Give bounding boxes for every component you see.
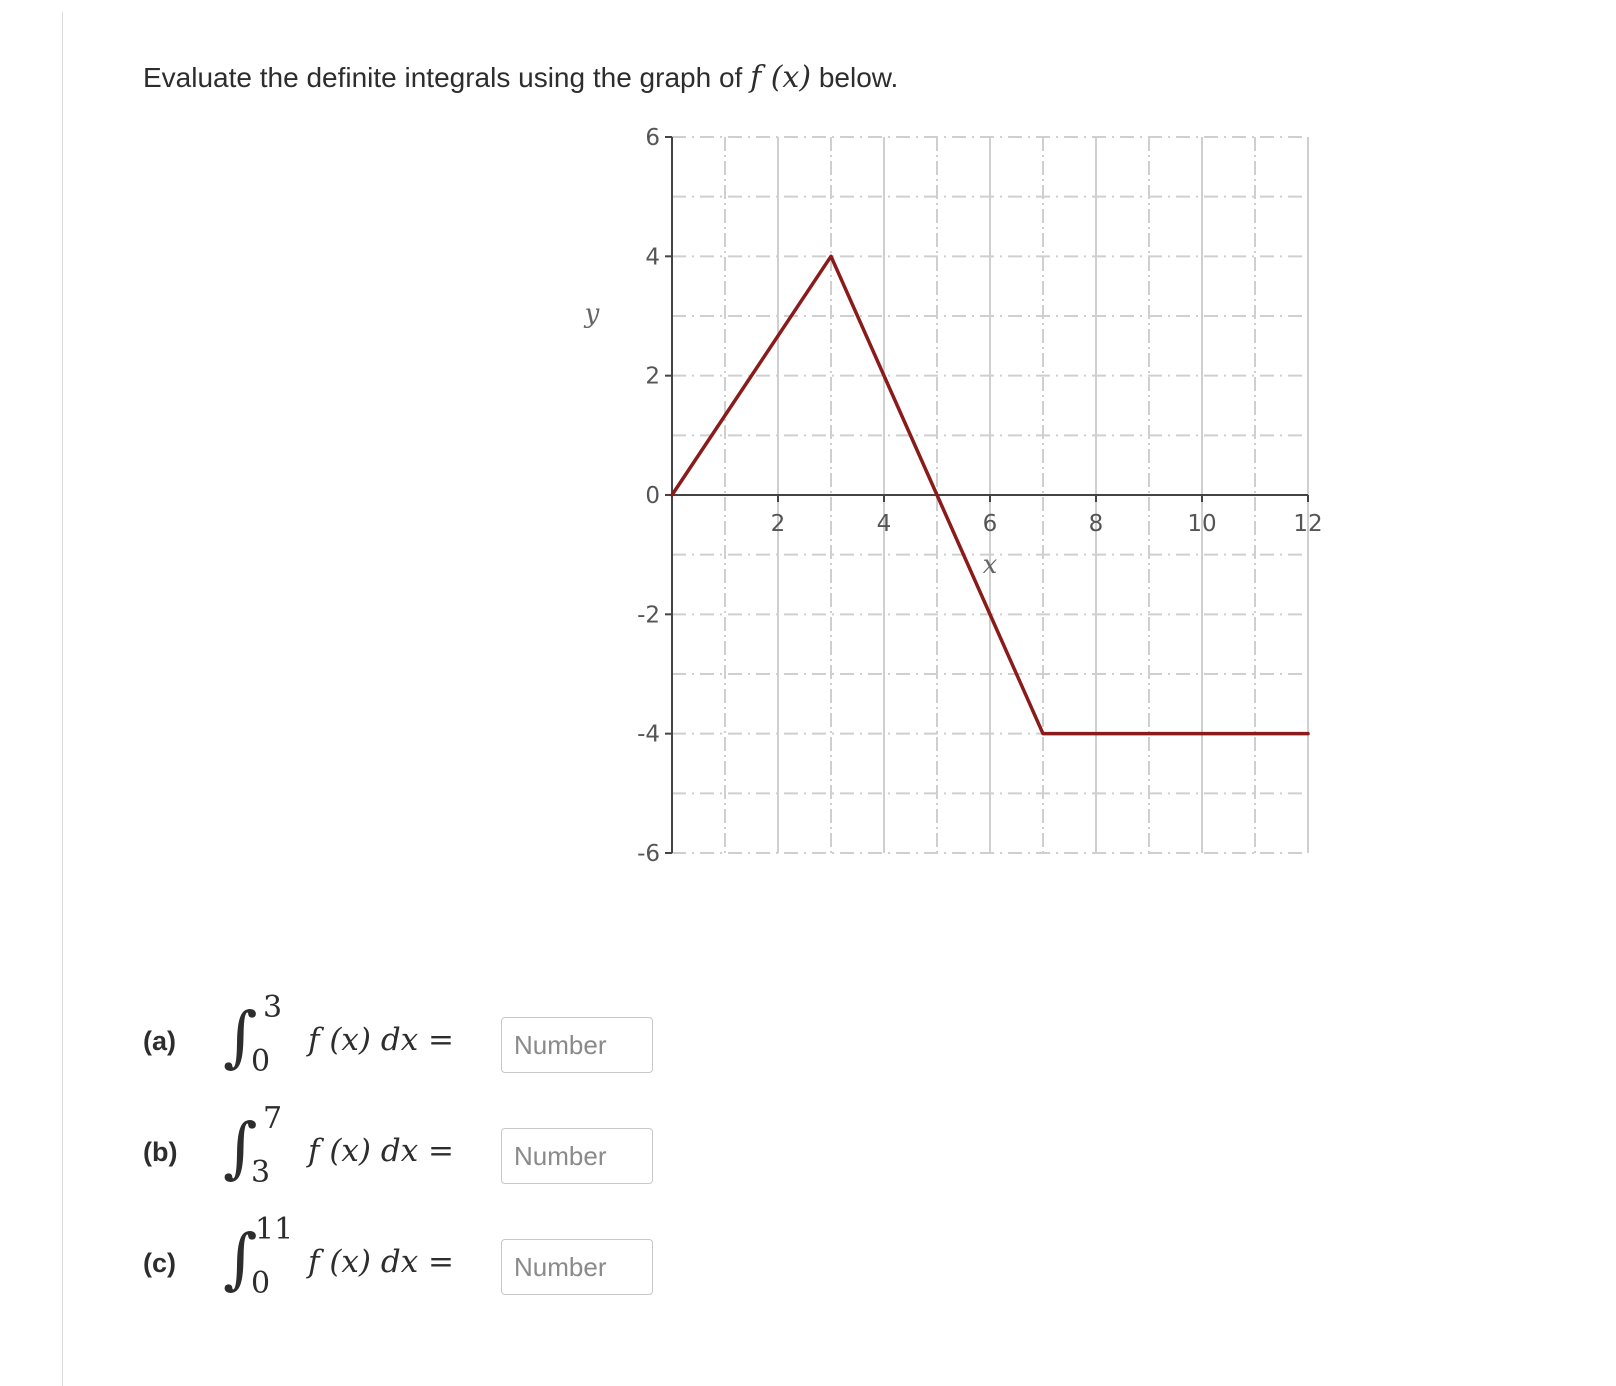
answer-input-b[interactable] (501, 1128, 653, 1184)
y-tick-label: 0 (645, 483, 660, 509)
y-tick-label: 6 (645, 125, 660, 151)
x-tick-label: 4 (876, 511, 892, 537)
integrand: f (x) dx = (308, 1022, 455, 1058)
part-label: (a) (143, 1026, 176, 1056)
integral-sign: ∫ (223, 1109, 258, 1186)
y-tick-label: 2 (645, 363, 660, 390)
answer-input-a[interactable] (501, 1017, 653, 1073)
part-c (143, 1212, 663, 1312)
x-tick-label: 12 (1293, 511, 1323, 537)
upper-limit: 3 (263, 990, 283, 1025)
integrand: f (x) dx = (308, 1244, 455, 1280)
x-axis-label: x (982, 550, 998, 580)
y-tick-label: -6 (637, 841, 660, 867)
prompt-function: f (x) (750, 60, 812, 95)
lower-limit: 3 (251, 1155, 271, 1190)
x-tick-label: 2 (770, 511, 786, 537)
y-tick-label: -4 (637, 721, 660, 748)
upper-limit: 7 (263, 1101, 283, 1136)
part-label: (b) (143, 1137, 178, 1167)
part-b (143, 1101, 663, 1201)
upper-limit: 11 (255, 1212, 294, 1247)
y-tick-label: 4 (645, 244, 660, 271)
answer-input-c[interactable] (501, 1239, 653, 1295)
integral-sign: ∫ (223, 998, 258, 1075)
lower-limit: 0 (251, 1044, 271, 1079)
x-tick-label: 10 (1187, 511, 1217, 537)
x-tick-label: 6 (982, 511, 998, 537)
lower-limit: 0 (251, 1266, 271, 1301)
y-tick-label: -2 (637, 602, 660, 629)
y-axis-label: y (584, 299, 600, 329)
prompt-text: Evaluate the definite integrals using the graph of (143, 62, 743, 93)
integral-sign: ∫ (223, 1220, 258, 1297)
integrand: f (x) dx = (308, 1133, 455, 1169)
x-tick-label: 8 (1088, 511, 1104, 537)
prompt-text-end: below. (818, 62, 899, 93)
part-label: (c) (143, 1248, 176, 1278)
part-a (143, 990, 663, 1090)
